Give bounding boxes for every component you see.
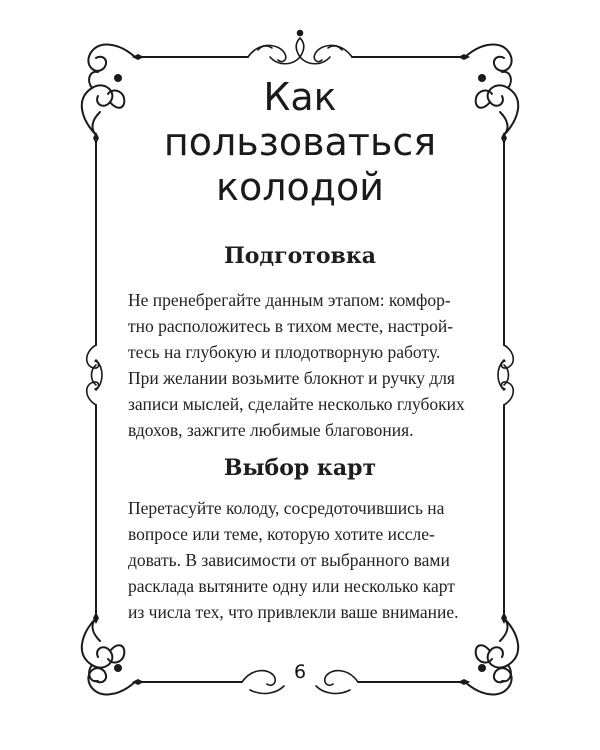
- title-line: Как: [263, 75, 337, 119]
- text-line: При желании возьмите блокнот и ручку для: [128, 368, 455, 388]
- left-side-flourish: [87, 345, 102, 405]
- text-line: довать. В зависимости от выбранного вами: [128, 550, 450, 570]
- text-line: тесь на глубокую и плодотворную работу.: [128, 342, 441, 362]
- text-line: из числа тех, что привлекли ваше внимание.: [128, 602, 459, 622]
- title-line: колодой: [216, 165, 384, 209]
- page-title: [100, 75, 500, 210]
- text-line: записи мыслей, сделайте несколько глубоких: [128, 394, 465, 414]
- section-heading-preparation: Подготовка: [223, 243, 376, 269]
- text-line: расклада вытяните одну или несколько карт: [128, 576, 455, 596]
- text-line: тно расположитесь в тихом месте, настрой-: [128, 316, 454, 336]
- section-heading-card-selection: Выбор карт: [223, 455, 377, 481]
- section-text-preparation: [128, 287, 508, 443]
- text-line: вопросе или теме, которую хотите иссле-: [128, 524, 435, 544]
- top-flourish: [248, 31, 352, 64]
- corner-ornament-bottom-left: [82, 618, 135, 694]
- corner-ornament-bottom-right: [465, 618, 518, 694]
- section-text-card-selection: [128, 495, 508, 625]
- page-number: 6: [293, 661, 307, 683]
- text-line: вдохов, зажгите любимые благовония.: [128, 420, 414, 440]
- text-line: Не пренебрегайте данным этапом: комфор-: [128, 290, 451, 310]
- text-line: Перетасуйте колоду, сосредоточившись на: [128, 498, 445, 518]
- title-line: пользоваться: [163, 120, 437, 164]
